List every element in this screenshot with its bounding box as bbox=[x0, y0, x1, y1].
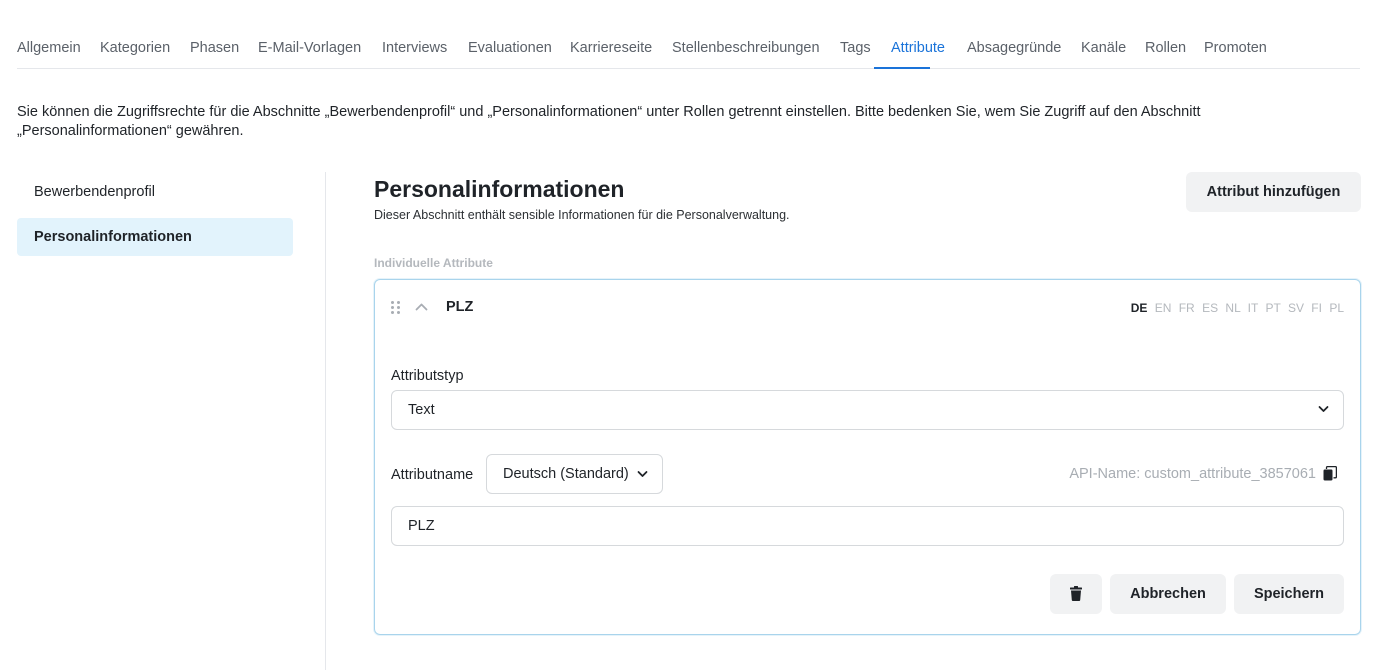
attribute-type-value: Text bbox=[408, 402, 435, 418]
tab-evaluationen[interactable]: Evaluationen bbox=[468, 40, 552, 56]
access-info-text: Sie können die Zugriffsrechte für die Abschnitte „Bewerbendenprofil“ und „Personalinformationen“ unter Rollen getrennt einstellen. Bitte bedenken Sie, wem Sie Zugriff auf den Abschnitt „Personalinformationen“ gewähren. bbox=[17, 104, 1201, 139]
tab-email-vorlagen[interactable]: E-Mail-Vorlagen bbox=[258, 40, 362, 56]
tab-kanaele[interactable]: Kanäle bbox=[1081, 40, 1127, 56]
sidebar-item-personalinformationen[interactable]: Personalinformationen bbox=[17, 218, 293, 256]
tab-kategorien[interactable]: Kategorien bbox=[100, 40, 171, 56]
active-tab-indicator bbox=[874, 67, 930, 69]
api-name: API-Name: custom_attribute_3857061 bbox=[1069, 466, 1316, 482]
attribute-type-select[interactable] bbox=[391, 390, 1344, 430]
tab-stellenbeschreibungen[interactable]: Stellenbeschreibungen bbox=[672, 40, 820, 56]
section-subtitle: Dieser Abschnitt enthält sensible Informationen für die Personalverwaltung. bbox=[374, 208, 790, 222]
trash-icon bbox=[1070, 586, 1082, 601]
delete-button[interactable] bbox=[1050, 574, 1102, 614]
tab-phasen[interactable]: Phasen bbox=[190, 40, 240, 56]
tab-absagegruende[interactable]: Absagegründe bbox=[967, 40, 1062, 56]
settings-tabs bbox=[17, 0, 1360, 69]
sidebar-divider bbox=[325, 172, 326, 670]
lang-es[interactable]: ES bbox=[1202, 301, 1219, 315]
lang-nl[interactable]: NL bbox=[1225, 301, 1241, 315]
language-switcher bbox=[1127, 301, 1344, 315]
save-button[interactable]: Speichern bbox=[1234, 574, 1344, 614]
lang-en[interactable]: EN bbox=[1154, 301, 1172, 315]
attribute-card bbox=[374, 279, 1361, 635]
lang-fi[interactable]: FI bbox=[1311, 301, 1322, 315]
lang-it[interactable]: IT bbox=[1247, 301, 1259, 315]
group-label: Individuelle Attribute bbox=[374, 256, 493, 270]
language-select-value: Deutsch (Standard) bbox=[503, 466, 629, 482]
add-attribute-button[interactable]: Attribut hinzufügen bbox=[1186, 172, 1361, 212]
tab-promoten[interactable]: Promoten bbox=[1204, 40, 1267, 56]
copy-icon[interactable] bbox=[1323, 466, 1337, 481]
lang-de[interactable]: DE bbox=[1130, 301, 1148, 315]
attribute-name-input[interactable]: PLZ bbox=[391, 506, 1344, 546]
tab-attribute[interactable]: Attribute bbox=[891, 40, 945, 56]
tab-tags[interactable]: Tags bbox=[840, 40, 871, 56]
tab-karriereseite[interactable]: Karriereseite bbox=[570, 40, 653, 56]
chevron-down-icon bbox=[1318, 405, 1329, 413]
tab-rollen[interactable]: Rollen bbox=[1145, 40, 1187, 56]
attribute-type-label: Attributstyp bbox=[391, 368, 464, 384]
lang-sv[interactable]: SV bbox=[1287, 301, 1304, 315]
chevron-up-icon[interactable] bbox=[415, 303, 428, 311]
cancel-button[interactable]: Abbrechen bbox=[1110, 574, 1226, 614]
lang-fr[interactable]: FR bbox=[1178, 301, 1195, 315]
drag-handle-icon[interactable] bbox=[391, 301, 401, 313]
chevron-down-icon bbox=[637, 470, 648, 478]
tab-allgemein[interactable]: Allgemein bbox=[17, 40, 81, 56]
section-title: Personalinformationen bbox=[374, 176, 625, 202]
attribute-name-label: Attributname bbox=[391, 467, 474, 483]
attribute-title: PLZ bbox=[446, 299, 474, 315]
lang-pl[interactable]: PL bbox=[1329, 301, 1344, 315]
tab-interviews[interactable]: Interviews bbox=[382, 40, 448, 56]
lang-pt[interactable]: PT bbox=[1265, 301, 1281, 315]
sidebar-item-bewerbendenprofil[interactable]: Bewerbendenprofil bbox=[34, 184, 155, 200]
language-select[interactable] bbox=[486, 454, 663, 494]
